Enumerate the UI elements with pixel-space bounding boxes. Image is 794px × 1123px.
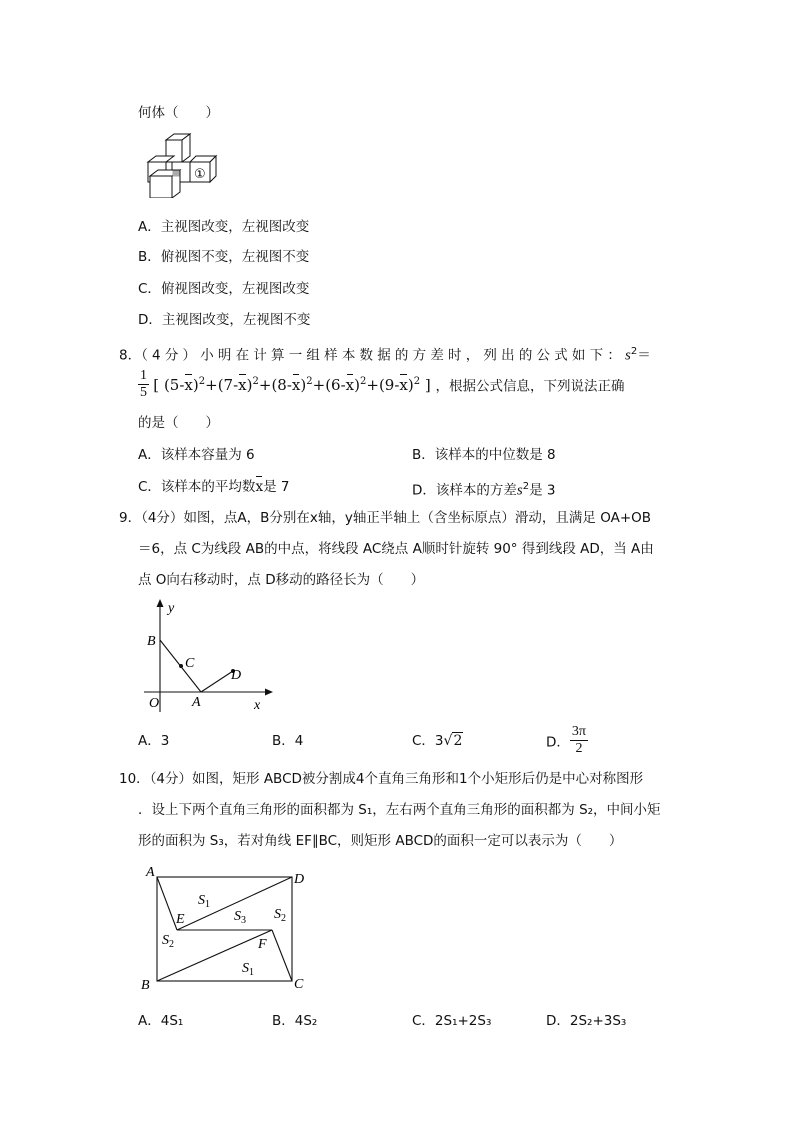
q7-option-b [138, 248, 309, 266]
q10-label-s1-top [198, 893, 210, 910]
q8-term-4: (6- [325, 375, 346, 394]
q9-label-y: y [168, 601, 175, 616]
q9-score: （4分） [141, 510, 184, 526]
q8-plus-4: + [366, 375, 379, 394]
q7-tail: 何体（ ） [138, 105, 219, 121]
q8-xbar-4: x [345, 375, 355, 394]
q7-option-a-letter: A． [138, 219, 161, 235]
q9-line2: ＝6，点 C为线段 AB的中点，将线段 AC绕点 A顺时针旋转 90° 得到线段 AD，当 A由 [138, 541, 654, 557]
q10-figure [136, 862, 316, 994]
q10-label-d: D [294, 872, 305, 887]
q9-option-d-num: 3π [571, 724, 586, 739]
q8-bracket-close: ] [424, 375, 431, 394]
q10-s2-left-index: 2 [169, 939, 174, 950]
q8-xbar-3: x [291, 375, 301, 394]
q8-option-c-post: 是 7 [263, 479, 290, 495]
q10-line2: ．设上下两个直角三角形的面积都为 S₁，左右两个直角三角形的面积都为 S₂，中间小矩 [138, 802, 661, 818]
q9-label-d: D [231, 668, 242, 683]
q10-label-a: A [146, 865, 155, 880]
q8-tail1: ，根据公式信息，下列说法正确 [435, 378, 625, 395]
q8-xbar-1: x [184, 375, 193, 394]
q8-option-c [138, 478, 289, 496]
q8-fraction [138, 368, 149, 401]
q10-label-s2-right [274, 907, 286, 924]
q10-option-c: C．2S₁+2S₃ [412, 1013, 492, 1029]
q8-option-d-post: 是 3 [529, 482, 556, 499]
q8-term-5: (9- [378, 375, 400, 394]
q8-bracket-open: [ [153, 375, 160, 394]
q10-s2-right-s: S [274, 907, 281, 922]
q8-term-3: (8- [271, 375, 292, 394]
q8-option-b: B．该样本的中位数是 8 [412, 447, 556, 463]
q8-xbar-5: x [399, 375, 408, 394]
q9-label-o: O [149, 696, 160, 711]
q8-score: （4分） [141, 347, 201, 364]
q8-close-5: ) [407, 375, 414, 394]
q10-score: （4分） [149, 771, 193, 787]
q8-s-exponent: 2 [630, 346, 638, 357]
q9-label-a: A [192, 695, 201, 710]
q10-option-b: B．4S₂ [272, 1013, 318, 1029]
q9-option-c-pre: C．3 [412, 733, 444, 749]
q7-cube-mark: ① [194, 167, 206, 182]
q8-term-2: (7- [217, 375, 239, 394]
q10-s1-top-s: S [198, 893, 205, 908]
q10-label-c: C [294, 977, 304, 992]
q8-s-symbol: s [625, 347, 631, 364]
q7-option-a [138, 218, 309, 236]
q9-sqrt-radicand: 2 [453, 733, 463, 749]
q8-close-3: ) [300, 375, 307, 394]
q10-s1-bottom-s: S [242, 961, 249, 976]
q8-sq-3: 2 [306, 375, 313, 387]
q9-line1-text: 如图，点A，B分别在x轴，y轴正半轴上（含坐标原点）滑动，且满足 OA+OB [183, 510, 652, 526]
q10-label-s1-bottom [242, 961, 254, 978]
q8-close-2: ) [246, 375, 253, 394]
q8-option-a: A．该样本容量为 6 [138, 447, 255, 463]
q9-label-b: B [147, 634, 156, 649]
q8-formula [138, 368, 625, 401]
q10-line3: 形的面积为 S₃，若对角线 EF∥BC，则矩形 ABCD的面积一定可以表示为（ ） [138, 833, 623, 849]
q7-option-b-text: 俯视图不变，左视图不变 [160, 249, 310, 265]
q9-sqrt-sign: √ [443, 733, 453, 749]
q8-tail2: 的是（ ） [138, 415, 219, 431]
q9-option-b: B．4 [272, 733, 304, 749]
q8-sq-5: 2 [413, 375, 421, 387]
q8-sq-4: 2 [359, 375, 367, 387]
q9-label-x: x [254, 698, 261, 713]
q10-option-d: D．2S₂+3S₃ [546, 1013, 627, 1029]
q8-option-d-pre: D．该样本的方差 [412, 482, 517, 499]
q10-label-s3 [234, 909, 246, 926]
q10-s2-left-s: S [162, 933, 169, 948]
q10-label-e: E [176, 912, 185, 927]
q10-label-b: B [141, 978, 150, 993]
q8-equals: ＝ [637, 347, 651, 364]
q8-option-d [412, 478, 556, 500]
q8-option-d-sq: 2 [522, 481, 530, 492]
q10-s3-s: S [234, 909, 241, 924]
q10-s3-index: 3 [241, 915, 246, 926]
q7-option-a-text: 主视图改变，左视图改变 [160, 219, 310, 235]
q8-term-1: (5- [163, 375, 185, 394]
q8-plus-3: + [312, 375, 326, 394]
q9-figure [140, 598, 274, 714]
q8-plus-2: + [258, 375, 272, 394]
q9-x-arrow [265, 689, 273, 696]
q9-line3: 点 O向右移动时，点 D移动的路径长为（ ） [138, 572, 425, 588]
q8-stem-line1 [119, 343, 651, 365]
q8-option-c-pre: C．该样本的平均数 [138, 479, 256, 495]
q10-number: 10． [119, 771, 150, 787]
q8-plus-1: + [205, 375, 218, 394]
q8-close-4: ) [354, 375, 360, 394]
q10-line1-text: 如图，矩形 ABCD被分割成4个直角三角形和1个小矩形后仍是中心对称图形 [192, 771, 644, 787]
q8-stem: 小明在计算一组样本数据的方差时，列出的公式如下： [200, 347, 626, 364]
q7-option-d-letter: D． [138, 312, 162, 328]
q8-close-1: ) [192, 375, 199, 394]
q10-label-f: F [258, 937, 267, 952]
q10-option-a: A．4S₁ [138, 1013, 184, 1029]
q9-option-d-pre: D． [546, 734, 570, 751]
q9-line1 [119, 509, 651, 527]
q7-option-c [138, 280, 309, 298]
q8-xbar-2: x [238, 375, 247, 394]
q7-option-c-letter: C． [138, 281, 161, 297]
q9-option-d-frac [570, 724, 588, 757]
q9-option-d [546, 724, 588, 757]
q9-option-a: A．3 [138, 733, 170, 749]
q7-cubes-figure [136, 132, 236, 198]
q7-option-b-letter: B． [138, 249, 161, 265]
q8-option-d-s: s [516, 482, 523, 499]
q7-option-d [138, 311, 310, 329]
q10-s1-bottom-index: 1 [249, 967, 254, 978]
q9-point-c [179, 664, 183, 668]
q8-fraction-den: 5 [140, 385, 147, 400]
q7-option-d-text: 主视图改变，左视图不变 [161, 312, 311, 328]
q8-sq-1: 2 [198, 375, 206, 387]
q10-label-s2-left [162, 933, 174, 950]
q9-option-c [412, 732, 463, 750]
q9-y-arrow [157, 599, 164, 607]
q8-number: 8． [119, 347, 142, 364]
q9-option-d-den: 2 [575, 741, 583, 756]
q8-fraction-num: 1 [140, 368, 147, 383]
q10-s2-right-index: 2 [281, 913, 286, 924]
q9-number: 9． [119, 510, 142, 526]
q8-sq-2: 2 [252, 375, 259, 387]
q7-option-c-text: 俯视图改变，左视图改变 [160, 281, 310, 297]
q10-line1 [119, 770, 643, 788]
q9-label-c: C [185, 656, 195, 671]
q8-option-c-xbar: x [255, 479, 264, 495]
q8-formula-body [153, 376, 435, 394]
q10-s1-top-index: 1 [205, 899, 210, 910]
